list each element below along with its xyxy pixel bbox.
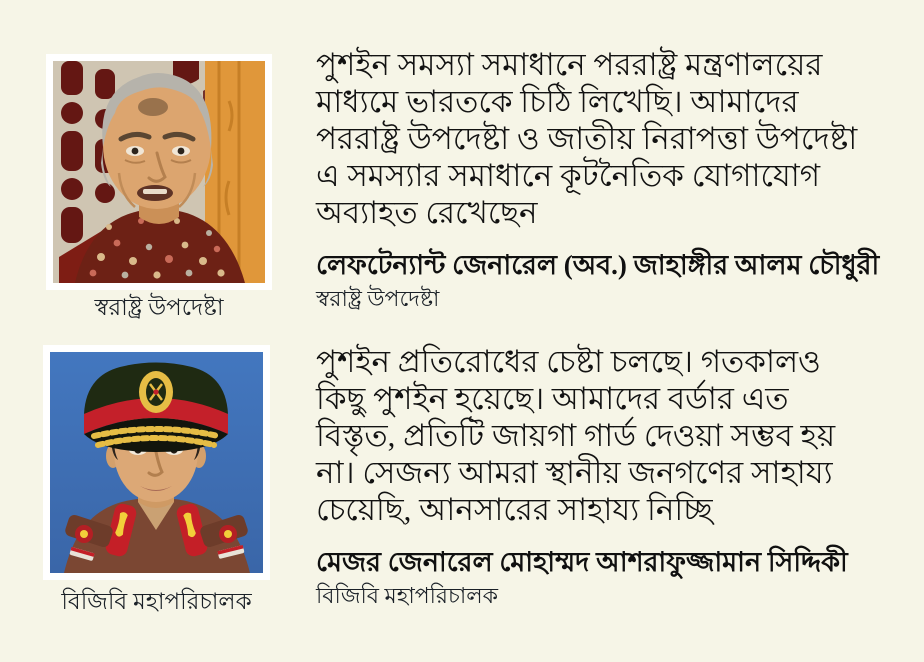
speaker-name: মেজর জেনারেল মোহাম্মদ আশরাফুজ্জামান সিদ্দিকী [316,547,848,577]
quote-line: কিছু পুশইন হয়েছে। আমাদের বর্ডার এত [316,381,789,416]
forehead-mark [138,98,168,116]
quote-line: পররাষ্ট্র উপদেষ্টা ও জাতীয় নিরাপত্তা উপদেষ্টা [316,121,858,156]
speaker-designation: বিজিবি মহাপরিচালক [316,583,499,608]
quote-line: অব্যাহত রেখেছেন [316,195,538,230]
quote-block-home-adviser [316,46,916,312]
bgb-dg-photo [43,345,270,580]
speaker-designation: স্বরাষ্ট্র উপদেষ্টা [316,286,440,311]
peaked-cap [84,363,228,453]
quote-line: না। সেজন্য আমরা স্থানীয় জনগণের সাহায্য [316,455,833,490]
cap-badge-icon [139,371,173,413]
bgb-dg-portrait-illustration [50,352,263,573]
mouth [137,185,173,201]
home-adviser-portrait-illustration [53,61,265,283]
quote-line: মাধ্যমে ভারতকে চিঠি লিখেছি। আমাদের [316,84,799,119]
photo-caption: বিজিবি মহাপরিচালক [61,589,252,614]
quote-line: এ সমস্যার সমাধানে কূটনৈতিক যোগাযোগ [316,158,821,193]
quote-line: পুশইন প্রতিরোধের চেষ্টা চলছে। গতকালও [316,344,821,379]
quote-block-bgb-dg [316,343,916,609]
quote-line: চেয়েছি, আনসারের সাহায্য নিচ্ছি [316,492,713,527]
quote-line: বিস্তৃত, প্রতিটি জায়গা গার্ড দেওয়া সম্ভব হয় [316,418,836,453]
quote-line: পুশইন সমস্যা সমাধানে পররাষ্ট্র মন্ত্রণালয়ের [316,47,823,82]
speaker-name: লেফটেন্যান্ট জেনারেল (অব.) জাহাঙ্গীর আলম চৌধুরী [316,250,880,280]
home-adviser-photo [46,54,272,290]
photo-caption: স্বরাষ্ট্র উপদেষ্টা [94,295,224,320]
